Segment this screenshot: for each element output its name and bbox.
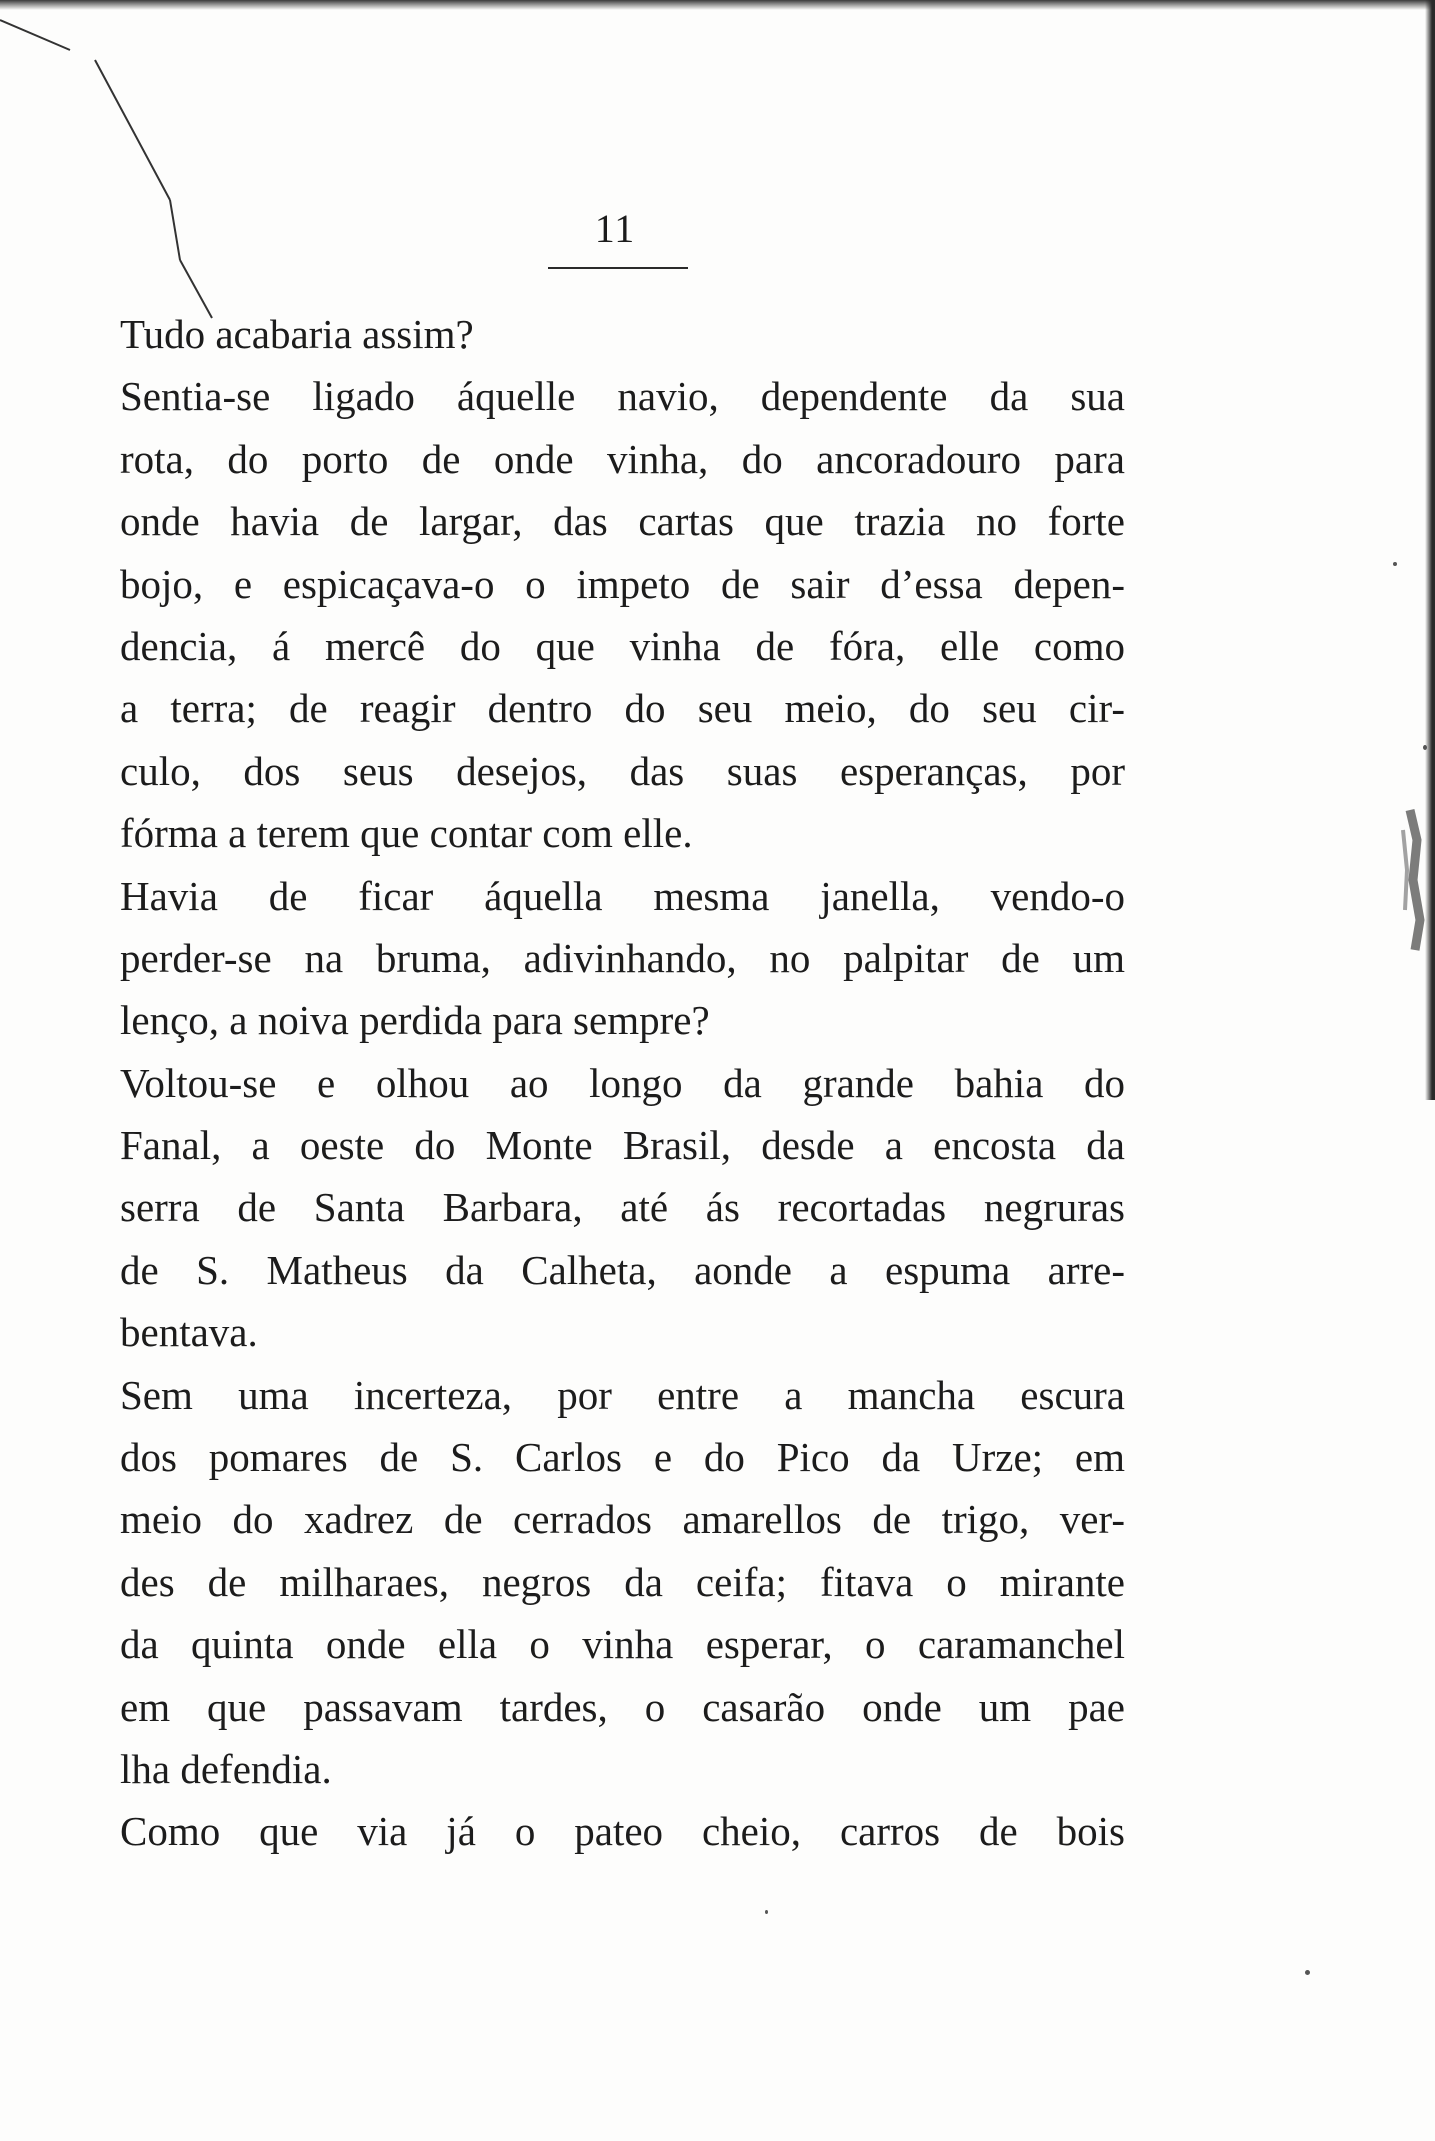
text-line: Fanal, a oeste do Monte Brasil, desde a encosta da xyxy=(120,1122,1125,1169)
text-line: de S. Matheus da Calheta, aonde a espuma arre- xyxy=(120,1246,1125,1293)
page-number-rule xyxy=(548,267,688,269)
text-line: Como que via já o pateo cheio, carros de bois xyxy=(120,1808,1125,1855)
text-line: des de milharaes, negros da ceifa; fitava o mirante xyxy=(120,1558,1125,1605)
text-line: em que passavam tardes, o casarão onde um pae xyxy=(120,1683,1125,1730)
text-line: lha defendia. xyxy=(120,1745,332,1792)
text-line: onde havia de largar, das cartas que trazia no forte xyxy=(120,498,1125,545)
text-line: Sentia-se ligado áquelle navio, dependente da sua xyxy=(120,373,1125,420)
text-line: dos pomares de S. Carlos e do Pico da Urze; em xyxy=(120,1434,1125,1481)
text-line: a terra; de reagir dentro do seu meio, do seu cir- xyxy=(120,685,1125,732)
text-line: culo, dos seus desejos, das suas esperanças, por xyxy=(120,747,1125,794)
ink-smudge-mark xyxy=(1375,800,1435,960)
speck-mark xyxy=(1305,1970,1310,1975)
speck-mark xyxy=(1423,745,1427,750)
text-line: Sem uma incerteza, por entre a mancha escura xyxy=(120,1371,1125,1418)
text-line: bojo, e espicaçava-o o impeto de sair d’essa depen- xyxy=(120,560,1125,607)
text-line: lenço, a noiva perdida para sempre? xyxy=(120,997,710,1044)
body-text xyxy=(120,303,1125,1863)
text-line: meio do xadrez de cerrados amarellos de trigo, ver- xyxy=(120,1496,1125,1543)
page-number: 11 xyxy=(594,206,636,251)
text-line: bentava. xyxy=(120,1309,258,1356)
text-line: fórma a terem que contar com elle. xyxy=(120,810,693,857)
text-line: dencia, á mercê do que vinha de fóra, elle como xyxy=(120,622,1125,669)
text-line: da quinta onde ella o vinha esperar, o caramanchel xyxy=(120,1621,1125,1668)
text-line: Tudo acabaria assim? xyxy=(120,311,474,357)
text-line: Voltou-se e olhou ao longo da grande bahia do xyxy=(120,1059,1125,1106)
text-line: Havia de ficar áquella mesma janella, vendo-o xyxy=(120,872,1125,919)
speck-mark xyxy=(1393,562,1397,566)
speck-mark xyxy=(765,1910,768,1914)
text-line: serra de Santa Barbara, até ás recortadas negruras xyxy=(120,1184,1125,1231)
text-line: perder-se na bruma, adivinhando, no palpitar de um xyxy=(120,934,1125,981)
page-crease-mark xyxy=(0,0,300,330)
text-line: rota, do porto de onde vinha, do ancoradouro para xyxy=(120,435,1125,482)
